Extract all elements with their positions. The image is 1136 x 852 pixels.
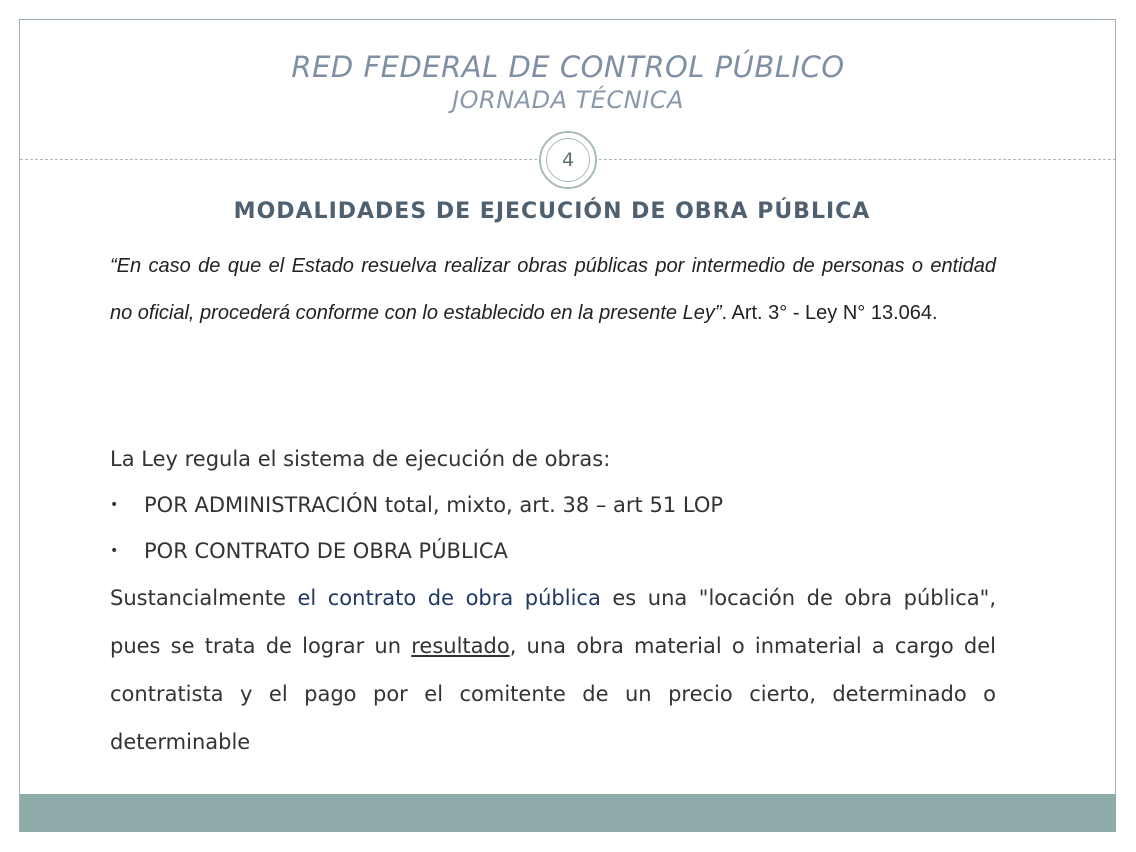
list-item: [110, 482, 996, 528]
header-title: RED FEDERAL DE CONTROL PÚBLICO: [291, 50, 845, 84]
bullet-icon: •: [110, 497, 119, 513]
para-text: Sustancialmente: [110, 586, 298, 610]
page-number: 4: [546, 138, 590, 182]
para-text: , una obra material o inmaterial a cargo del contratista y el pago por el comitente de un precio cierto, determinado o determinable: [110, 634, 996, 754]
para-underlined: resultado: [411, 634, 510, 658]
body-content: [110, 436, 996, 766]
list-item-text: POR CONTRATO DE OBRA PÚBLICA: [144, 539, 508, 563]
quote-text: “En caso de que el Estado resuelva realizar obras públicas por intermedio de personas o entidad no oficial, procederá conforme con lo establecido en la presente Ley”: [110, 255, 996, 324]
bullet-icon: •: [110, 543, 119, 559]
intro-text: La Ley regula el sistema de ejecución de obras:: [110, 447, 611, 471]
para-text: es una "locación de obra pública", pues se trata de lograr un: [110, 586, 996, 658]
page-number-badge: [539, 131, 597, 189]
list-item-text: POR ADMINISTRACIÓN total, mixto, art. 38 – art 51 LOP: [144, 493, 724, 517]
quote-citation: . Art. 3° - Ley N° 13.064.: [721, 302, 938, 324]
header-subtitle: JORNADA TÉCNICA: [452, 86, 684, 114]
definition-paragraph: [110, 574, 996, 766]
law-quote: [110, 243, 996, 337]
footer-bar: [20, 794, 1116, 832]
section-heading: MODALIDADES DE EJECUCIÓN DE OBRA PÚBLICA: [233, 199, 871, 224]
para-highlight: el contrato de obra pública: [297, 586, 601, 610]
list-item: [110, 528, 996, 574]
